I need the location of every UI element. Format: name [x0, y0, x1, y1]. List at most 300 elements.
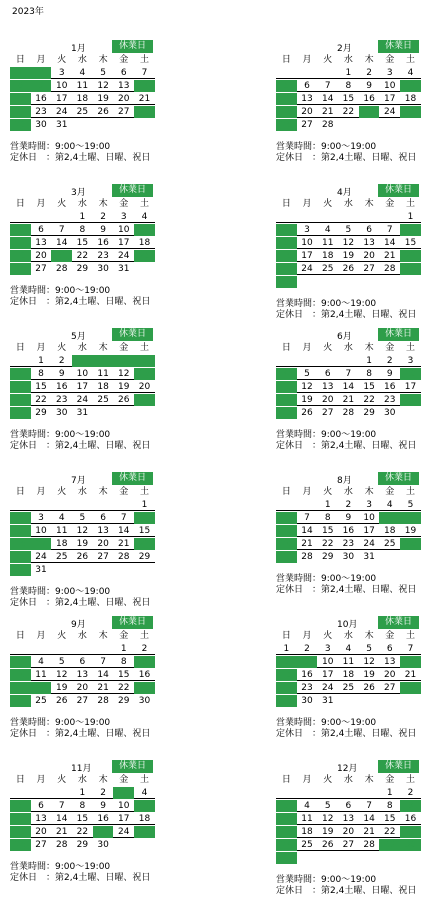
weekday-row: [276, 54, 421, 67]
day-cell: 18: [297, 826, 318, 838]
holiday-cell: 2: [10, 512, 31, 524]
day-cell: 4: [338, 643, 359, 655]
holiday-cell: 2: [31, 67, 52, 79]
day-cell: 11: [338, 656, 359, 668]
week-row: [276, 355, 421, 368]
month-name: 11月: [71, 764, 92, 774]
day-cell: 7: [359, 800, 380, 812]
day-cell: 9: [93, 224, 114, 236]
holiday-legend: 休業日: [112, 40, 153, 53]
weekday-row: [276, 342, 421, 355]
day-cell: 1: [359, 355, 380, 367]
week-row: [10, 800, 155, 813]
weekday-label: 月: [36, 775, 46, 785]
day-cell: 1: [72, 787, 93, 799]
week-row: [276, 250, 421, 263]
day-cell: 21: [359, 826, 380, 838]
weekday-label: 木: [364, 631, 374, 641]
day-cell: 10: [297, 237, 318, 249]
regular-holidays: 定休日 ：第2,4土曜、日曜、祝日: [10, 873, 151, 883]
day-cell: 4: [51, 512, 72, 524]
week-row: [276, 800, 421, 813]
day-cell: 27: [338, 839, 359, 851]
day-cell: 8: [359, 368, 380, 380]
day-cell: 6: [338, 800, 359, 812]
holiday-cell: 12: [276, 93, 297, 105]
day-cell: 8: [379, 800, 400, 812]
day-cell: 16: [93, 237, 114, 249]
day-cell: [379, 695, 400, 707]
day-cell: 13: [31, 237, 52, 249]
day-cell: 9: [379, 368, 400, 380]
weekday-label: 月: [36, 199, 46, 209]
holiday-cell: 25: [134, 826, 155, 838]
week-row: [276, 499, 421, 512]
business-hours: 営業時間：9:00～19:00: [10, 862, 111, 872]
business-info: [10, 587, 155, 609]
day-cell: 5: [359, 643, 380, 655]
day-cell: 12: [359, 656, 380, 668]
month-name: 8月: [337, 476, 352, 486]
weekday-label: 水: [343, 775, 353, 785]
weekday-label: 月: [302, 55, 312, 65]
day-cell: 22: [317, 538, 338, 550]
day-cell: 21: [317, 106, 338, 118]
day-cell: 13: [359, 237, 380, 249]
day-cell: 12: [338, 237, 359, 249]
holiday-cell: 24: [400, 394, 421, 406]
week-row: [10, 538, 155, 551]
day-cell: 11: [31, 669, 52, 681]
day-cell: 27: [321, 408, 334, 418]
week-row: [276, 381, 421, 394]
business-info: [10, 286, 155, 308]
week-row: [276, 106, 421, 119]
holiday-cell: 22: [134, 538, 155, 550]
day-cell: 23: [297, 682, 318, 694]
day-cell: 15: [400, 237, 421, 249]
day-cell: 15: [359, 381, 380, 393]
weekday-label: 土: [139, 631, 149, 641]
weekday-row: [10, 486, 155, 499]
day-cell: 3: [113, 211, 134, 223]
day-cell: [297, 787, 318, 799]
day-cell: 27: [93, 551, 114, 563]
day-cell: 8: [72, 800, 93, 812]
month-name: 5月: [71, 332, 86, 342]
holiday-cell: 30: [276, 276, 297, 288]
month-name: 9月: [71, 620, 86, 630]
day-cell: 30: [384, 408, 396, 418]
day-cell: 30: [97, 840, 109, 850]
weekday-label: 火: [57, 55, 67, 65]
holiday-cell: 12: [10, 237, 31, 249]
day-cell: [10, 355, 31, 367]
day-cell: 29: [76, 264, 89, 274]
day-cell: 14: [93, 669, 114, 681]
day-cell: 1: [134, 499, 155, 511]
week-row: [10, 656, 155, 669]
weekday-row: [276, 198, 421, 211]
day-cell: 11: [317, 237, 338, 249]
weekday-label: 土: [405, 487, 415, 497]
weekday-label: 月: [36, 487, 46, 497]
day-cell: 10: [113, 224, 134, 236]
weekday-row: [276, 486, 421, 499]
regular-holidays: 定休日 ：第2,4土曜、日曜、祝日: [10, 297, 151, 307]
day-cell: [31, 643, 52, 655]
day-cell: 26: [359, 682, 380, 694]
week-row: [276, 525, 421, 538]
holiday-cell: 17: [276, 826, 297, 838]
holiday-cell: 10: [276, 813, 297, 825]
regular-holidays: 定休日 ：第2,4土曜、日曜、祝日: [10, 441, 151, 451]
business-info: [276, 875, 421, 897]
holiday-cell: 10: [400, 368, 421, 380]
day-cell: 2: [134, 643, 155, 655]
day-cell: [10, 211, 31, 223]
day-cell: [400, 407, 421, 419]
week-row: [10, 682, 155, 695]
day-cell: 11: [72, 80, 93, 92]
week-row: [276, 682, 421, 695]
weekday-label: 日: [15, 631, 25, 641]
weekday-label: 月: [36, 343, 46, 353]
week-row: [10, 250, 155, 263]
day-cell: [72, 499, 93, 511]
month-calendar: [276, 760, 421, 897]
business-hours: 営業時間：9:00～19:00: [276, 430, 377, 440]
week-row: [276, 656, 421, 669]
day-cell: 1: [317, 499, 338, 511]
day-cell: 16: [359, 93, 380, 105]
day-cell: [317, 787, 338, 799]
weekday-label: 月: [302, 631, 312, 641]
day-cell: 15: [338, 93, 359, 105]
month-header: [276, 760, 421, 774]
weekday-label: 水: [77, 55, 87, 65]
day-cell: 25: [338, 682, 359, 694]
holiday-cell: 5: [10, 224, 31, 236]
holiday-cell: 11: [134, 800, 155, 812]
day-cell: 22: [379, 826, 400, 838]
week-row: [276, 551, 421, 564]
day-cell: [317, 852, 338, 864]
weekday-label: 金: [385, 199, 395, 209]
day-cell: 19: [113, 381, 134, 393]
week-row: [10, 551, 155, 564]
day-cell: 22: [338, 106, 359, 118]
day-cell: 2: [297, 643, 318, 655]
regular-holidays: 定休日 ：第2,4土曜、日曜、祝日: [276, 153, 417, 163]
regular-holidays: 定休日 ：第2,4土曜、日曜、祝日: [276, 310, 417, 320]
week-row: [276, 839, 421, 852]
holiday-cell: 13: [276, 525, 297, 537]
holiday-cell: 31: [276, 852, 297, 864]
day-cell: 1: [400, 211, 421, 223]
weekday-label: 日: [281, 199, 291, 209]
holiday-cell: 9: [400, 800, 421, 812]
day-cell: 10: [72, 368, 93, 380]
holiday-cell: 28: [10, 407, 31, 419]
weekday-label: 日: [15, 343, 25, 353]
day-cell: [10, 787, 31, 799]
holiday-cell: 19: [276, 106, 297, 118]
weekday-row: [276, 630, 421, 643]
day-cell: [134, 407, 155, 419]
business-info: [276, 142, 421, 164]
holiday-legend: 休業日: [112, 472, 153, 485]
day-cell: [297, 355, 318, 367]
holiday-cell: 11: [400, 80, 421, 92]
week-row: [10, 407, 155, 420]
day-cell: 12: [297, 381, 318, 393]
holiday-cell: 12: [400, 512, 421, 524]
day-cell: 8: [113, 656, 134, 668]
day-cell: 24: [297, 263, 318, 275]
business-info: [276, 718, 421, 740]
day-cell: [297, 276, 318, 288]
month-header: [10, 40, 155, 54]
day-cell: 20: [93, 538, 114, 550]
day-cell: [297, 499, 318, 511]
day-cell: 6: [379, 643, 400, 655]
day-cell: 3: [51, 67, 72, 79]
day-cell: 7: [134, 67, 155, 79]
day-cell: 4: [31, 656, 52, 668]
day-cell: [317, 211, 338, 223]
day-cell: 2: [379, 355, 400, 367]
day-cell: 10: [31, 525, 52, 537]
weekday-label: 日: [281, 631, 291, 641]
weekday-label: 金: [385, 55, 395, 65]
day-cell: 20: [134, 381, 155, 393]
holiday-cell: 5: [276, 80, 297, 92]
day-cell: 3: [359, 499, 380, 511]
day-cell: [51, 564, 72, 576]
holiday-cell: 29: [400, 263, 421, 275]
weekday-label: 火: [323, 199, 333, 209]
weekday-label: 日: [15, 199, 25, 209]
holiday-cell: 1: [10, 67, 31, 79]
day-cell: [359, 276, 380, 288]
week-row: [276, 787, 421, 800]
week-row: [10, 211, 155, 224]
holiday-cell: 3: [113, 787, 134, 799]
holiday-cell: 10: [10, 669, 31, 681]
day-cell: [400, 276, 421, 288]
day-cell: 13: [297, 93, 318, 105]
weekday-label: 土: [139, 343, 149, 353]
day-cell: [51, 499, 72, 511]
day-cell: 31: [363, 552, 375, 562]
day-cell: 3: [317, 643, 338, 655]
week-row: [10, 224, 155, 237]
day-cell: 26: [72, 551, 93, 563]
day-cell: [51, 211, 72, 223]
week-row: [10, 525, 155, 538]
day-cell: 27: [76, 696, 89, 706]
day-cell: 27: [301, 120, 313, 130]
week-row: [10, 564, 155, 577]
month-name: 2月: [337, 44, 352, 54]
day-cell: 27: [359, 263, 380, 275]
day-cell: 14: [359, 813, 380, 825]
weekday-row: [10, 774, 155, 787]
week-row: [10, 93, 155, 106]
month-header: [276, 616, 421, 630]
day-cell: 2: [93, 787, 114, 799]
day-cell: [359, 787, 380, 799]
holiday-cell: 26: [10, 839, 31, 851]
day-cell: 20: [359, 250, 380, 262]
day-cell: 10: [379, 80, 400, 92]
day-cell: 21: [338, 394, 359, 406]
holiday-cell: 19: [10, 826, 31, 838]
weekday-label: 土: [139, 487, 149, 497]
weekday-label: 火: [323, 55, 333, 65]
weekday-label: 水: [77, 775, 87, 785]
holiday-legend: 休業日: [378, 328, 419, 341]
day-cell: 24: [113, 826, 134, 838]
day-cell: 25: [35, 696, 47, 706]
weekday-label: 火: [57, 487, 67, 497]
day-cell: 29: [76, 840, 89, 850]
day-cell: 5: [338, 224, 359, 236]
weekday-label: 土: [405, 775, 415, 785]
day-cell: 26: [317, 839, 338, 851]
day-cell: [400, 119, 421, 131]
day-cell: 6: [297, 80, 318, 92]
day-cell: 27: [35, 840, 47, 850]
weekday-label: 土: [405, 631, 415, 641]
day-cell: 14: [338, 381, 359, 393]
day-cell: [317, 67, 338, 79]
day-cell: 25: [379, 538, 400, 550]
holiday-cell: 6: [276, 512, 297, 524]
day-cell: 26: [93, 106, 114, 118]
weekday-label: 土: [139, 55, 149, 65]
day-cell: 15: [134, 525, 155, 537]
holiday-cell: 24: [10, 695, 31, 707]
month-header: [10, 472, 155, 486]
regular-holidays: 定休日 ：第2,4土曜、日曜、祝日: [10, 153, 151, 163]
business-hours: 営業時間：9:00～19:00: [276, 574, 377, 584]
week-row: [10, 106, 155, 119]
day-cell: 28: [55, 840, 68, 850]
holiday-cell: 8: [10, 80, 31, 92]
day-cell: 4: [134, 787, 155, 799]
holiday-legend: 休業日: [112, 184, 153, 197]
holiday-cell: 9: [297, 656, 318, 668]
day-cell: [317, 276, 338, 288]
weekday-label: 火: [57, 343, 67, 353]
holiday-cell: 18: [31, 682, 52, 694]
weekday-label: 水: [343, 487, 353, 497]
holiday-cell: 25: [276, 407, 297, 419]
holiday-cell: 28: [400, 682, 421, 694]
day-cell: 22: [72, 826, 93, 838]
weekday-label: 日: [281, 487, 291, 497]
day-cell: [400, 551, 421, 563]
business-hours: 営業時間：9:00～19:00: [276, 299, 377, 309]
day-cell: 4: [317, 224, 338, 236]
day-cell: [93, 119, 114, 131]
weekday-label: 日: [15, 55, 25, 65]
day-cell: 17: [113, 813, 134, 825]
day-cell: 18: [72, 93, 93, 105]
weekday-label: 水: [343, 631, 353, 641]
day-cell: 11: [51, 525, 72, 537]
weekday-label: 火: [323, 487, 333, 497]
day-cell: [359, 211, 380, 223]
day-cell: 16: [297, 669, 318, 681]
weekday-label: 火: [323, 343, 333, 353]
day-cell: 30: [301, 696, 313, 706]
weekday-label: 金: [119, 631, 129, 641]
day-cell: [10, 643, 31, 655]
day-cell: [379, 119, 400, 131]
day-cell: 28: [55, 264, 68, 274]
day-cell: [113, 839, 134, 851]
day-cell: 2: [93, 211, 114, 223]
week-row: [10, 394, 155, 407]
day-cell: 17: [72, 381, 93, 393]
day-cell: 29: [321, 552, 334, 562]
day-cell: 28: [379, 263, 400, 275]
day-cell: [93, 564, 114, 576]
weekday-label: 水: [77, 631, 87, 641]
week-row: [276, 407, 421, 420]
day-cell: 13: [113, 80, 134, 92]
day-cell: 23: [51, 394, 72, 406]
weekday-label: 月: [302, 199, 312, 209]
day-cell: 20: [379, 669, 400, 681]
day-cell: [338, 211, 359, 223]
day-cell: 1: [379, 787, 400, 799]
day-cell: 4: [297, 800, 318, 812]
holiday-legend: 休業日: [378, 472, 419, 485]
day-cell: 15: [379, 813, 400, 825]
business-hours: 営業時間：9:00～19:00: [10, 718, 111, 728]
day-cell: 26: [338, 263, 359, 275]
day-cell: 28: [321, 120, 334, 130]
day-cell: 10: [113, 800, 134, 812]
day-cell: [359, 695, 380, 707]
day-cell: [10, 499, 31, 511]
day-cell: 17: [317, 669, 338, 681]
holiday-cell: 14: [10, 381, 31, 393]
holiday-cell: 14: [400, 656, 421, 668]
day-cell: 25: [317, 263, 338, 275]
day-cell: 20: [72, 682, 93, 694]
day-cell: 15: [113, 669, 134, 681]
business-info: [276, 574, 421, 596]
day-cell: 12: [113, 368, 134, 380]
holiday-cell: 3: [72, 355, 93, 367]
day-cell: [338, 852, 359, 864]
day-cell: 21: [400, 669, 421, 681]
day-cell: 27: [35, 264, 47, 274]
holiday-cell: 27: [134, 394, 155, 406]
holiday-cell: 3: [276, 800, 297, 812]
holiday-cell: 17: [10, 682, 31, 694]
day-cell: 16: [31, 93, 52, 105]
weekday-label: 金: [119, 487, 129, 497]
weekday-label: 金: [119, 343, 129, 353]
day-cell: 13: [31, 813, 52, 825]
day-cell: [276, 787, 297, 799]
